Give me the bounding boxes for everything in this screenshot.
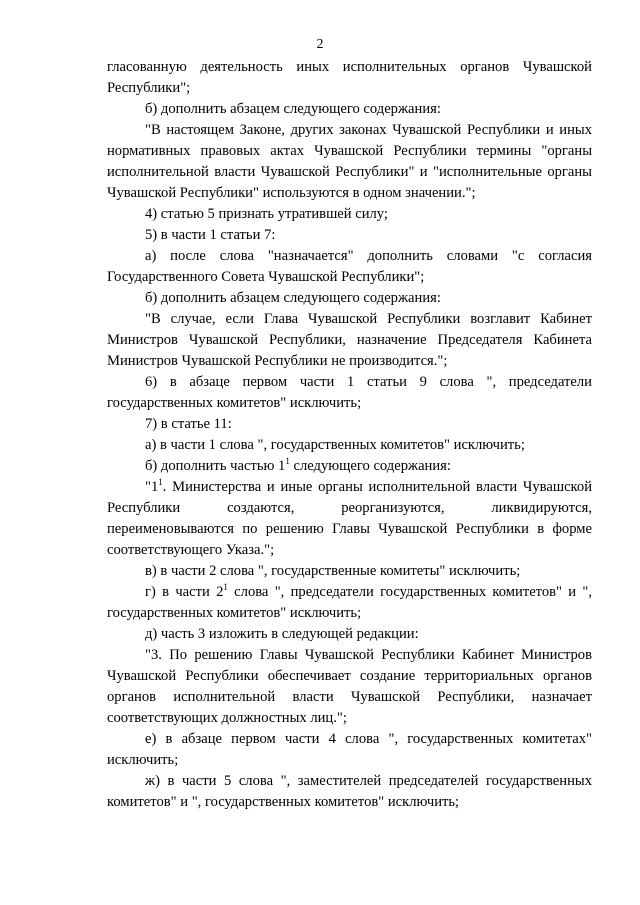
paragraph: а) после слова "назначается" дополнить словами "с согласия Государственного Совета Чувашской Республики";: [107, 248, 592, 285]
paragraph: б) дополнить абзацем следующего содержания:: [145, 101, 441, 117]
superscript-index: 1: [223, 582, 228, 593]
document-body: [107, 57, 592, 813]
paragraph-text: г) в части 2: [145, 584, 224, 600]
superscript-index: 1: [285, 456, 290, 467]
paragraph: б) дополнить абзацем следующего содержания:: [145, 290, 441, 306]
paragraph: "В настоящем Законе, других законах Чувашской Республики и иных нормативных правовых актах Чувашской Республики термины "органы исполнительной власти Чувашской Республики" и "исполнительные органы Чувашской Республики" используются в одном значении.";: [107, 122, 592, 201]
paragraph-text: . Министерства и иные органы исполнительной власти Чувашской Республики создаются, реорганизуются, ликвидируются, переименовываются по решению Главы Чувашской Республики в форме соответствующего Указа.";: [107, 479, 592, 558]
paragraph-text: слова ", председатели государственных комитетов" и ", государственных комитетов" исключить;: [107, 584, 592, 621]
paragraph: 5) в части 1 статьи 7:: [145, 227, 276, 243]
paragraph: "В случае, если Глава Чувашской Республики возглавит Кабинет Министров Чувашской Республики, назначение Председателя Кабинета Министров Чувашской Республики не производится.";: [107, 311, 592, 369]
paragraph: [107, 477, 592, 561]
paragraph: ж) в части 5 слова ", заместителей председателей государственных комитетов" и ", государственных комитетов" исключить;: [107, 773, 592, 810]
superscript-index: 1: [158, 477, 163, 488]
page-number: 2: [316, 37, 324, 52]
paragraph: д) часть 3 изложить в следующей редакции:: [145, 626, 419, 642]
paragraph-text: б) дополнить частью 1: [145, 458, 286, 474]
paragraph: в) в части 2 слова ", государственные комитеты" исключить;: [145, 563, 521, 579]
paragraph: [107, 456, 592, 477]
paragraph: 7) в статье 11:: [145, 416, 232, 432]
paragraph: а) в части 1 слова ", государственных комитетов" исключить;: [145, 437, 525, 453]
paragraph: 6) в абзаце первом части 1 статьи 9 слова ", председатели государственных комитетов" исключить;: [107, 374, 592, 411]
paragraph: гласованную деятельность иных исполнительных органов Чувашской Республики";: [107, 59, 592, 96]
paragraph: "3. По решению Главы Чувашской Республики Кабинет Министров Чувашской Республики обеспечивает создание территориальных органов органов исполнительной власти Чувашской Республики, назначает соответствующих должностных лиц.";: [107, 647, 592, 726]
paragraph-text: следующего содержания:: [289, 458, 451, 474]
paragraph-text: "1: [145, 479, 159, 495]
paragraph: [107, 582, 592, 624]
paragraph: е) в абзаце первом части 4 слова ", государственных комитетах" исключить;: [107, 731, 592, 768]
paragraph: 4) статью 5 признать утратившей силу;: [145, 206, 388, 222]
